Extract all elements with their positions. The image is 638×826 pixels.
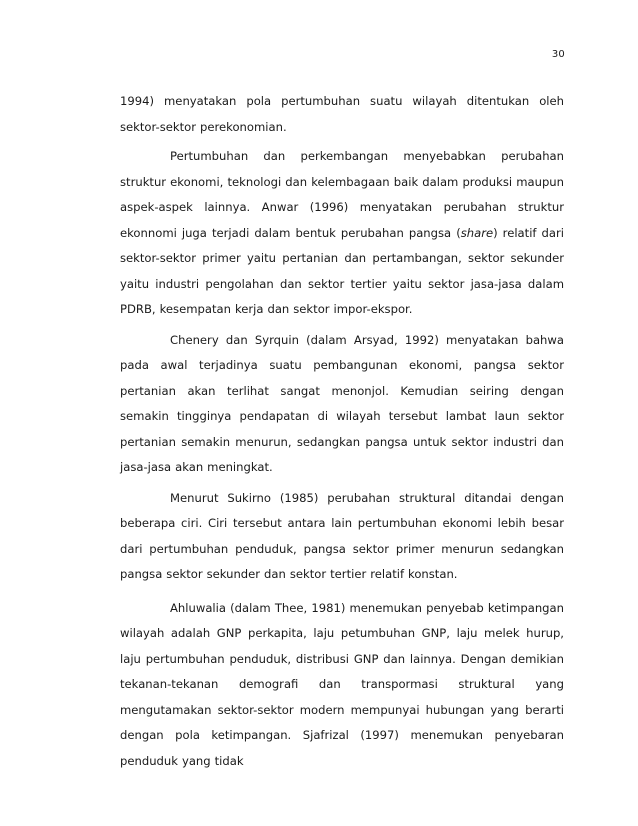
page-number: 30 — [551, 49, 565, 60]
paragraph-chenery-syrquin: Chenery dan Syrquin (dalam Arsyad, 1992) menyatakan bahwa pada awal terjadinya suatu pembangunan ekonomi, pangsa sektor pertanian akan terlihat sangat menonjol. Kemudian seiring dengan semakin tingginya pendapatan di wilayah tersebut lambat laun sektor pertanian semakin menurun, sedangkan pangsa untuk sektor industri dan jasa-jasa akan meningkat. — [120, 332, 564, 474]
paragraph-text: Pertumbuhan dan perkembangan menyebabkan perubahan struktur ekonomi, teknologi dan kelembagaan baik dalam produksi maupun aspek-aspek lainnya. Anwar (1996) menyatakan perubahan struktur ekonnomi juga terjadi dalam bentuk perubahan pangsa ( — [120, 149, 564, 240]
paragraph-sukirno: Menurut Sukirno (1985) perubahan struktural ditandai dengan beberapa ciri. Ciri tersebut antara lain pertumbuhan ekonomi lebih besar dari pertumbuhan penduduk, pangsa sektor primer menurun sedangkan pangsa sektor sekunder dan sektor tertier relatif konstan. — [120, 490, 564, 581]
document-body — [120, 89, 564, 774]
paragraph-continuation: 1994) menyatakan pola pertumbuhan suatu wilayah ditentukan oleh sektor-sektor perekonomian. — [120, 94, 564, 134]
paragraph-structural-change — [120, 144, 564, 323]
paragraph-text: ) relatif dari sektor-sektor primer yaitu pertanian dan pertambangan, sektor sekunder yaitu industri pengolahan dan sektor tertier yaitu sektor jasa-jasa dalam PDRB, kesempatan kerja dan sektor impor-ekspor. — [120, 225, 564, 316]
italic-term: share — [460, 225, 494, 240]
paragraph-ahluwalia: Ahluwalia (dalam Thee, 1981) menemukan penyebab ketimpangan wilayah adalah GNP perkapita, laju petumbuhan GNP, laju melek hurup, laju pertumbuhan penduduk, distribusi GNP dan lainnya. Dengan demikian tekanan-tekanan demografi dan transpormasi struktural yang mengutamakan sektor-sektor modern mempunyai hubungan yang berarti dengan pola ketimpangan. Sjafrizal (1997) menemukan penyebaran penduduk yang tidak — [120, 600, 564, 768]
